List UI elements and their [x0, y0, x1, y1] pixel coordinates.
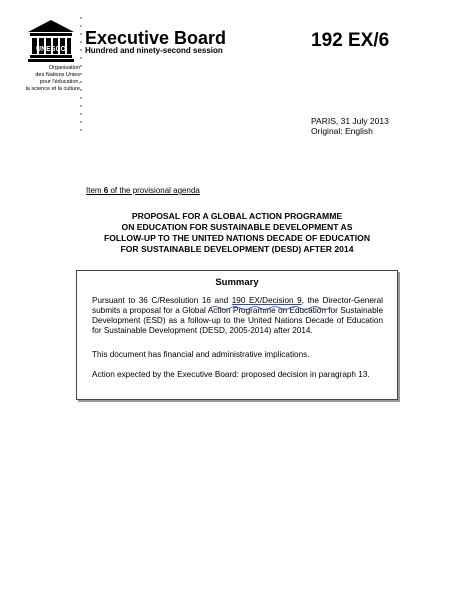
unesco-logo-icon: [26, 18, 76, 64]
original-language: Original: English: [311, 126, 373, 136]
summary-title: Summary: [215, 277, 259, 288]
org-line: la science et la culture: [25, 86, 80, 92]
organization-name: [6, 65, 80, 93]
agenda-item: [86, 186, 200, 195]
proposal-line: PROPOSAL FOR A GLOBAL ACTION PROGRAMME: [131, 211, 343, 221]
agenda-prefix: Item: [86, 186, 104, 195]
org-line: Organisation: [48, 65, 80, 71]
summary-paragraph: [92, 296, 383, 336]
proposal-line: FOLLOW-UP TO THE UNITED NATIONS DECADE OF EDUCATION: [103, 233, 371, 243]
proposal-title: [70, 211, 404, 255]
summary-text: Pursuant to 36 C/Resolution 16 and: [92, 296, 232, 305]
svg-text:UNESCO: UNESCO: [36, 46, 66, 53]
place-date: PARIS, 31 July 2013: [311, 116, 389, 126]
summary-text: , the Director-General submits a proposal for a Global Action Programme on Education for Sustainable Development (ESD) as a follow-up to the United Nations Decade of Education for Sustainable Development (DESD, 2005-2014) after 2014.: [92, 296, 384, 335]
board-title: Executive Board: [85, 28, 227, 48]
agenda-number: 6: [103, 186, 109, 195]
spellcheck-underline: [210, 305, 330, 311]
session-subtitle: Hundred and ninety-second session: [85, 46, 223, 55]
org-line: des Nations Unies: [35, 72, 80, 78]
action-paragraph: Action expected by the Executive Board: proposed decision in paragraph 13.: [92, 370, 370, 379]
agenda-suffix: of the provisional agenda: [108, 186, 200, 195]
org-line: pour l'éducation,: [39, 79, 80, 85]
implications-paragraph: This document has financial and administrative implications.: [92, 350, 310, 359]
place-date-block: [311, 116, 389, 136]
proposal-line: ON EDUCATION FOR SUSTAINABLE DEVELOPMENT AS: [121, 222, 353, 232]
proposal-line: FOR SUSTAINABLE DEVELOPMENT (DESD) AFTER 2014: [120, 244, 354, 254]
document-code: 192 EX/6: [311, 30, 390, 51]
dotted-divider: [80, 14, 82, 134]
decision-reference-link[interactable]: 190 EX/Decision 9: [231, 296, 302, 305]
